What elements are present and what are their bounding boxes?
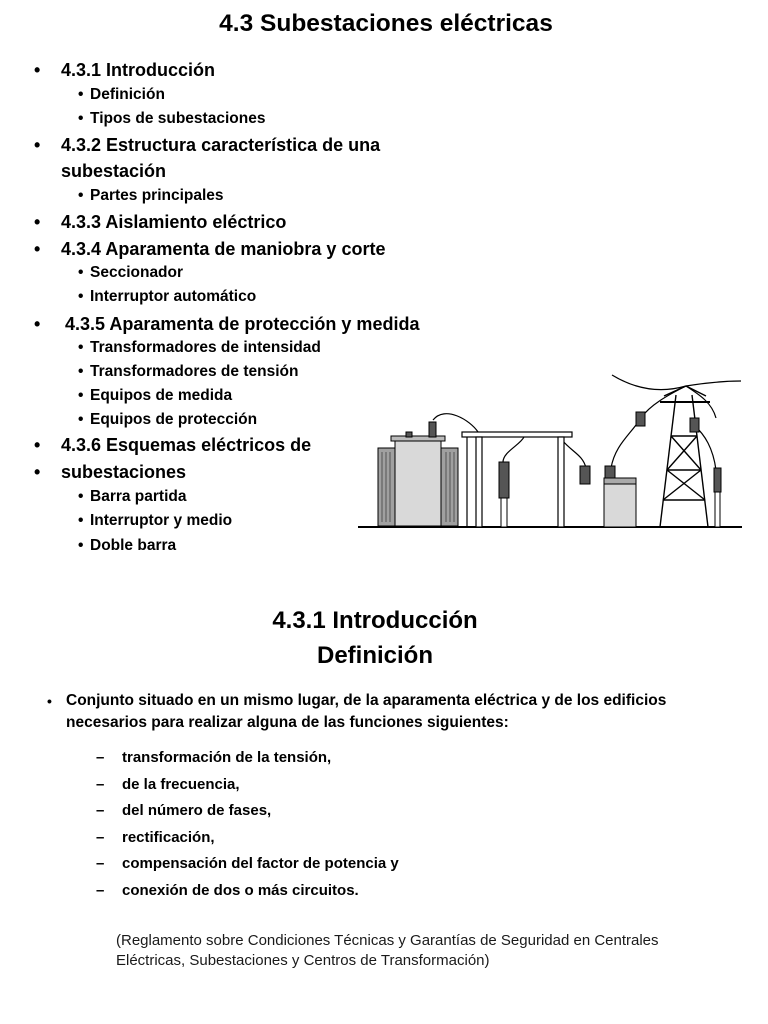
outline-subitem: • Barra partida [78,488,187,505]
page-title: 4.3 Subestaciones eléctricas [219,10,553,37]
functions-list [96,745,399,904]
outline-subitem: • Transformadores de intensidad [78,339,321,356]
outline-item-4-3-1: 4.3.1 Introducción [61,60,216,80]
outline-item-4-3-6: 4.3.6 Esquemas eléctricos de [61,435,312,455]
outline-subitem: • Doble barra [78,537,177,554]
list-item: – transformación de la tensión, [96,749,332,766]
bullet-glyph: • [34,314,41,334]
outline-item-4-3-3: 4.3.3 Aislamiento eléctrico [61,212,287,232]
outline-subitem: • Tipos de subestaciones [78,110,266,127]
lattice-tower-icon [660,386,710,527]
outline-subitem: • Equipos de protección [78,411,258,428]
outline-subitem: • Interruptor y medio [78,512,233,529]
small-transformer-icon [580,466,636,527]
definition-text: Conjunto situado en un mismo lugar, de la aparamenta eléctrica y de los edificios necesarios para realizar alguna de las funciones siguientes: [66,692,667,731]
bullet-glyph: • [34,60,41,80]
bullet-glyph: • [34,212,41,232]
busbar-frame-icon [462,432,572,527]
bullet-glyph: • [47,693,52,709]
outline-subitem: • Seccionador [78,264,184,281]
list-item: – conexión de dos o más circuitos. [96,881,359,899]
outline-subitem: • Definición [78,86,165,103]
list-item: – compensación del factor de potencia y [96,855,399,872]
outline-item-subestaciones: subestaciones [61,462,187,482]
outline-item-4-3-4: 4.3.4 Aparamenta de maniobra y corte [61,239,386,259]
list-item: – rectificación, [96,828,215,846]
outline-item-4-3-5: 4.3.5 Aparamenta de protección y medida [65,314,420,334]
outline-subitem: • Transformadores de tensión [78,363,299,380]
circuit-breaker-icon [499,462,509,527]
power-transformer-icon [378,422,458,526]
outline-subitem: • Interruptor automático [78,288,257,305]
outline-item-continuation: subestación [61,161,167,181]
outline-subitem: • Partes principales [78,187,224,204]
bullet-glyph: • [34,135,41,155]
section-heading: 4.3.1 Introducción [272,607,478,634]
bullet-glyph: • [34,435,41,455]
outline-subitem: • Equipos de medida [78,387,233,404]
outline-item-4-3-2: 4.3.2 Estructura característica de una [61,135,381,155]
section-subheading: Definición [316,642,433,669]
substation-illustration-icon [355,370,745,540]
list-item: – del número de fases, [96,802,272,819]
bullet-glyph: • [34,239,41,259]
regulation-reference: (Reglamento sobre Condiciones Técnicas y Garantías de Seguridad en Centrales Eléctricas, Subestaciones y Centros de Transformación) [116,932,659,969]
bullet-glyph: • [34,462,41,482]
list-item: – de la frecuencia, [96,775,240,793]
